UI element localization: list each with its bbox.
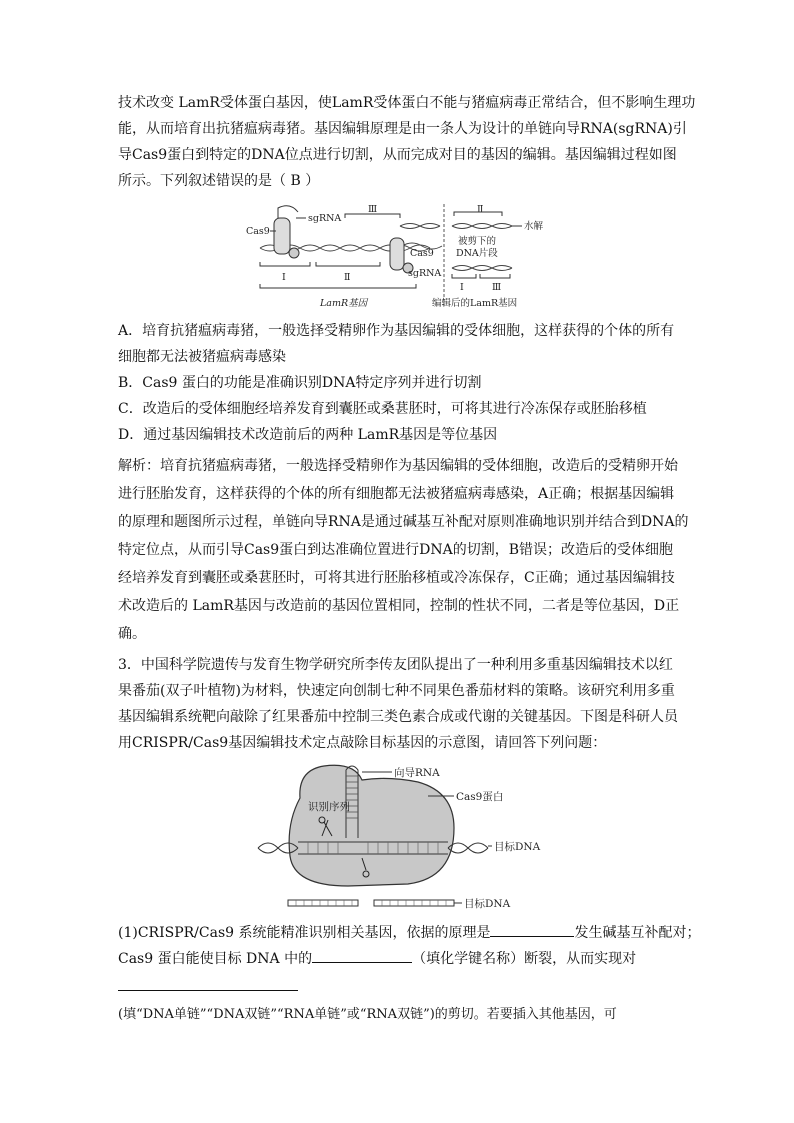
cut-fragment-label-2: DNA片段 [456,248,498,259]
cas9-label-right: Cas9 [410,248,434,259]
footer-continuation: (填“DNA单链”“DNA双链”“RNA单链”或“RNA双链”)的剪切。若要插入其他基因，可 [118,1007,617,1022]
seg1-label-left: Ⅰ [282,272,286,283]
cas9-label-left: Cas9 [246,226,270,237]
cas9-protein-shape [289,765,454,886]
analysis-line-3: 的原理和题图所示过程，单链向导RNA是通过碱基互补配对原则准确地识别并结合到DNA的 [118,514,689,530]
target-dna-label-1: 目标DNA [494,841,541,853]
sgrna-label-left: sgRNA [308,213,342,224]
analysis-line-2: 进行胚胎发育，这样获得的个体的所有细胞都无法被猪瘟病毒感染，A正确；根据基因编辑 [118,486,675,502]
analysis-line-6: 术改造后的 LamR基因与改造前的基因位置相同，控制的性状不同，二者是等位基因，D正 [118,598,680,614]
footnote-divider [118,990,298,991]
option-c: C．改造后的受体细胞经培养发育到囊胚或桑葚胚时，可将其进行冷冻保存或胚胎移植 [118,401,647,417]
seg2-label-left: Ⅱ [344,272,351,283]
cas9-complex-left [274,206,299,258]
target-dna-label-2: 目标DNA [464,898,511,910]
analysis-line-4: 特定位点，从而引导Cas9蛋白到达准确位置进行DNA的切割，B错误；改造后的受体细胞 [118,542,674,558]
q3-stem-line-3: 基因编辑系统靶向敲除了红果番茄中控制三类色素合成或代谢的关键基因。下图是科研人员 [118,709,678,725]
q3-stem-line-1: 3．中国科学院遗传与发育生物学研究所李传友团队提出了一种利用多重基因编辑技术以红 [118,657,673,673]
recognition-seq-label: 识别序列 [308,801,350,813]
blank-2[interactable] [312,948,412,963]
analysis-line-7: 确。 [118,626,146,642]
q2-intro-line-2: 能，从而培育出抗猪瘟病毒猪。基因编辑原理是由一条人为设计的单链向导RNA(sgRNA)引 [118,121,687,137]
sgrna-label-right: sgRNA [408,268,442,279]
q2-intro-line-3: 导Cas9蛋白到特定的DNA位点进行切割，从而完成对目的基因的编辑。基因编辑过程如图 [118,147,677,163]
edited-gene-label: 编辑后的LamR基因 [432,298,518,309]
lamr-gene-label: LamR基因 [320,298,368,309]
option-b: B．Cas9 蛋白的功能是准确识别DNA特定序列并进行切割 [118,375,482,391]
crispr-cas9-figure [258,758,558,918]
option-d: D．通过基因编辑技术改造前后的两种 LamR基因是等位基因 [118,427,498,443]
cut-fragment-label-1: 被剪下的 [458,236,497,247]
q3-sub1-text-a: (1)CRISPR/Cas9 系统能精准识别相关基因，依据的原理是 [118,925,491,941]
seg3-label-top: Ⅲ [368,204,378,215]
q3-stem-line-4: 用CRISPR/Cas9基因编辑技术定点敲除目标基因的示意图，请回答下列问题： [118,735,607,751]
q2-intro-line-1: 技术改变 LamR受体蛋白基因，使LamR受体蛋白不能与猪瘟病毒正常结合，但不影响生理功 [118,95,696,111]
q3-sub1-line-2 [118,946,678,972]
analysis-line-5: 经培养发育到囊胚或桑葚胚时，可将其进行胚胎移植或冷冻保存，C正确；通过基因编辑技 [118,570,675,586]
q3-sub1-text-c: Cas9 蛋白能使目标 DNA 中的 [118,951,313,967]
q3-stem-line-2: 果番茄(双子叶植物)为材料，快速定向创制七种不同果色番茄材料的策略。该研究利用多重 [118,683,675,699]
gene-editing-figure [240,198,544,316]
q3-sub1-text-d: （填化学键名称）断裂，从而实现对 [412,951,637,967]
hydrolysis-label: 水解 [524,221,544,232]
guide-rna-label: 向导RNA [394,767,440,779]
option-a-line-1: A．培育抗猪瘟病毒猪，一般选择受精卵作为基因编辑的受体细胞，这样获得的个体的所有 [118,323,675,339]
analysis-line-1: 解析：培育抗猪瘟病毒猪，一般选择受精卵作为基因编辑的受体细胞，改造后的受精卵开始 [118,458,678,474]
q3-sub1-line-1 [118,920,701,946]
q3-sub1-text-b: 发生碱基互补配对； [574,925,701,941]
q2-intro-line-4: 所示。下列叙述错误的是（ B ） [118,173,320,189]
seg1-label-right: Ⅰ [460,282,464,293]
seg3-label-right: Ⅲ [492,282,502,293]
blank-1[interactable] [490,922,574,937]
cas9-protein-label: Cas9蛋白 [456,791,504,803]
option-a-line-2: 细胞都无法被猪瘟病毒感染 [118,349,286,365]
seg2-label-top: Ⅱ [477,204,484,215]
